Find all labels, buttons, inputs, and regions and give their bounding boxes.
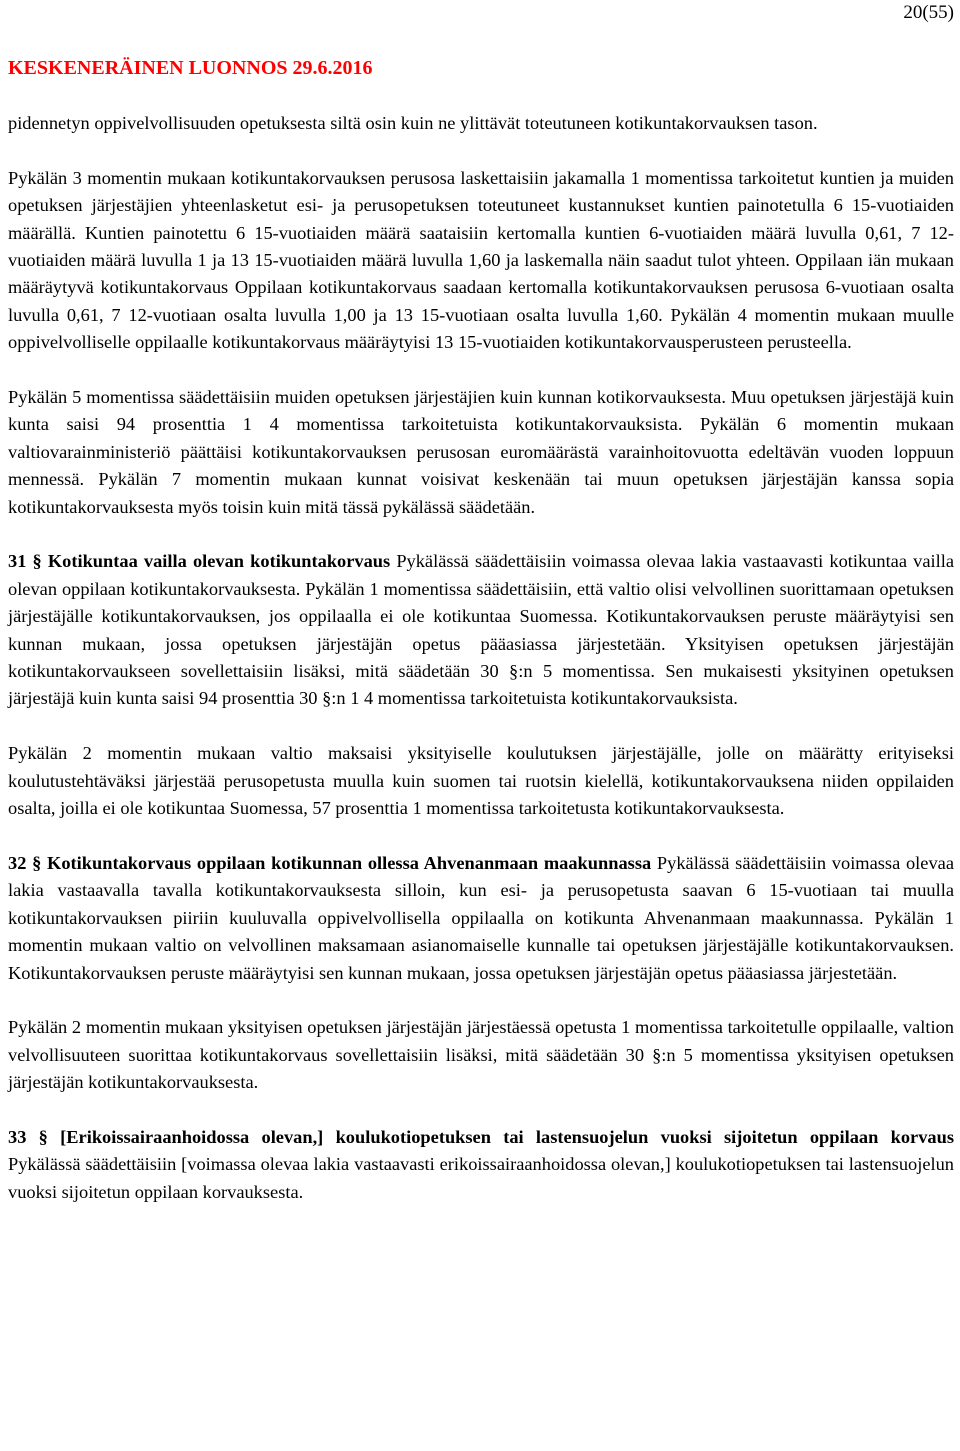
paragraph-text: Pykälän 2 momentin mukaan yksityisen opetuksen järjestäjän järjestäessä opetusta 1 momentissa tarkoitetulle oppilaalle, valtion velvollisuuteen suorittaa kotikuntakorvaus sovellettaisiin lisäksi, mitä säädetään 30 §:n 5 momentissa yksityisen opetuksen järjestäjän kotikuntakorvauksesta. xyxy=(8,1017,954,1093)
section-33 xyxy=(8,1124,954,1206)
paragraph-text: Pykälän 2 momentin mukaan valtio maksaisi yksityiselle koulutuksen järjestäjälle, jolle on määrätty erityiseksi koulutustehtäväksi järjestää perusopetusta muulla kuin suomen tai ruotsin kielellä, kotikuntakorvauksena niiden oppilaiden osalta, joilla ei ole kotikuntaa Suomessa, 57 prosenttia 1 momentissa tarkoitetusta kotikuntakorvauksesta. xyxy=(8,743,954,819)
paragraph-text: Pykälän 3 momentin mukaan kotikuntakorvauksen perusosa laskettaisiin jakamalla 1 momentissa tarkoitetut kuntien ja muiden opetuksen järjestäjien yhteenlasketut esi- ja perusopetuksen toteutuneet kustannukset kuntien painotetulla 6 15-vuotiaiden määrällä. Kuntien painotettu 6 15-vuotiaiden määrä saataisiin kertomalla kuntien 6-vuotiaiden määrä luvulla 0,61, 7 12-vuotiaiden määrä luvulla 1 ja 13 15-vuotiaiden määrä luvulla 1,60 ja laskemalla näin saadut tulot yhteen. Oppilaan iän mukaan määräytyvä kotikuntakorvaus Oppilaan kotikuntakorvaus saadaan kertomalla kotikuntakorvauksen perusosa 6-vuotiaan osalta luvulla 0,61, 7 12-vuotiaan osalta luvulla 1,00 ja 13 15-vuotiaan osalta luvulla 1,60. Pykälän 4 momentin mukaan muulle oppivelvolliselle oppilaalle kotikuntakorvaus määräytyisi 13 15-vuotiaiden kotikuntakorvausperusteen perusteella. xyxy=(8,167,954,353)
section-31 xyxy=(8,548,954,712)
draft-label: KESKENERÄINEN LUONNOS 29.6.2016 xyxy=(8,57,373,79)
paragraph-text: Pykälässä säädettäisiin voimassa olevaa lakia vastaavasti kotikuntaa vailla olevan oppilaan kotikuntakorvauksesta. Pykälän 1 momentissa säädettäisiin, että valtio olisi velvollinen suorittamaan opetuksen järjestäjälle kotikuntakorvauksen, jos oppilaalla ei ole kotikuntaa Suomessa. Kotikuntakorvauksen peruste määräytyisi sen kunnan mukaan, jossa opetuksen järjestäjän opetus pääasiassa järjestetään. Yksityisen opetuksen järjestäjän kotikuntakorvaukseen sovellettaisiin lisäksi, mitä säädetään 30 §:n 5 momentissa. Sen mukaisesti yksityinen opetuksen järjestäjä kuin kunta saisi 94 prosenttia 30 §:n 1 4 momentissa tarkoitetuista kotikuntakorvauksista. xyxy=(8,551,954,709)
paragraph-text: Pykälän 5 momentissa säädettäisiin muiden opetuksen järjestäjien kuin kunnan kotikorvauksesta. Muu opetuksen järjestäjä kuin kunta saisi 94 prosenttia 1 4 momentissa tarkoitetuista kotikuntakorvauksista. Pykälän 6 momentin mukaan valtiovarainministeriö päättäisi kotikuntakorvauksen perusosan euromäärästä varainhoitovuotta edeltävän vuoden loppuun mennessä. Pykälän 7 momentin mukaan kunnat voisivat keskenään tai muun opetuksen järjestäjän kanssa sopia kotikuntakorvauksesta myös toisin kuin mitä tässä pykälässä säädetään. xyxy=(8,387,954,517)
section-heading: 31 § Kotikuntaa vailla olevan kotikuntakorvaus xyxy=(8,551,391,572)
paragraph-text: Pykälässä säädettäisiin voimassa olevaa lakia vastaavalla tavalla kotikuntakorvauksesta silloin, kun esi- ja perusopetusta saavan 6 15-vuotiaan tai muulla kotikuntakorvauksen piiriin kuuluvalla oppivelvollisella oppilaalla on kotikunta Ahvenanmaan maakunnassa. Pykälän 1 momentin mukaan valtio on velvollinen maksamaan asianomaiselle kunnalle tai opetuksen järjestäjälle kotikuntakorvauksen. Kotikuntakorvauksen peruste määräytyisi sen kunnan mukaan, jossa opetuksen järjestäjän opetus pääasiassa järjestetään. xyxy=(8,852,954,983)
paragraph-3 xyxy=(8,384,954,521)
paragraph-text: pidennetyn oppivelvollisuuden opetuksesta siltä osin kuin ne ylittävät toteutuneen kotikuntakorvauksen tason. xyxy=(8,113,818,133)
section-32 xyxy=(8,850,954,987)
document-body xyxy=(8,110,954,1206)
section-heading: 32 § Kotikuntakorvaus oppilaan kotikunnan ollessa Ahvenanmaan maakunnassa xyxy=(8,852,652,873)
paragraph-text: Pykälässä säädettäisiin [voimassa olevaa lakia vastaavasti erikoissairaanhoidossa olevan,] koulukotiopetuksen tai lastensuojelun vuoksi sijoitetun oppilaan korvauksesta. xyxy=(8,1154,954,1202)
paragraph-2 xyxy=(8,165,954,357)
paragraph-7 xyxy=(8,1014,954,1096)
section-heading: 33 § [Erikoissairaanhoidossa olevan,] koulukotiopetuksen tai lastensuojelun vuoksi sijoitetun oppilaan korvaus xyxy=(8,1126,954,1147)
paragraph-1 xyxy=(8,110,954,137)
paragraph-5 xyxy=(8,740,954,822)
page-number: 20(55) xyxy=(903,2,954,23)
